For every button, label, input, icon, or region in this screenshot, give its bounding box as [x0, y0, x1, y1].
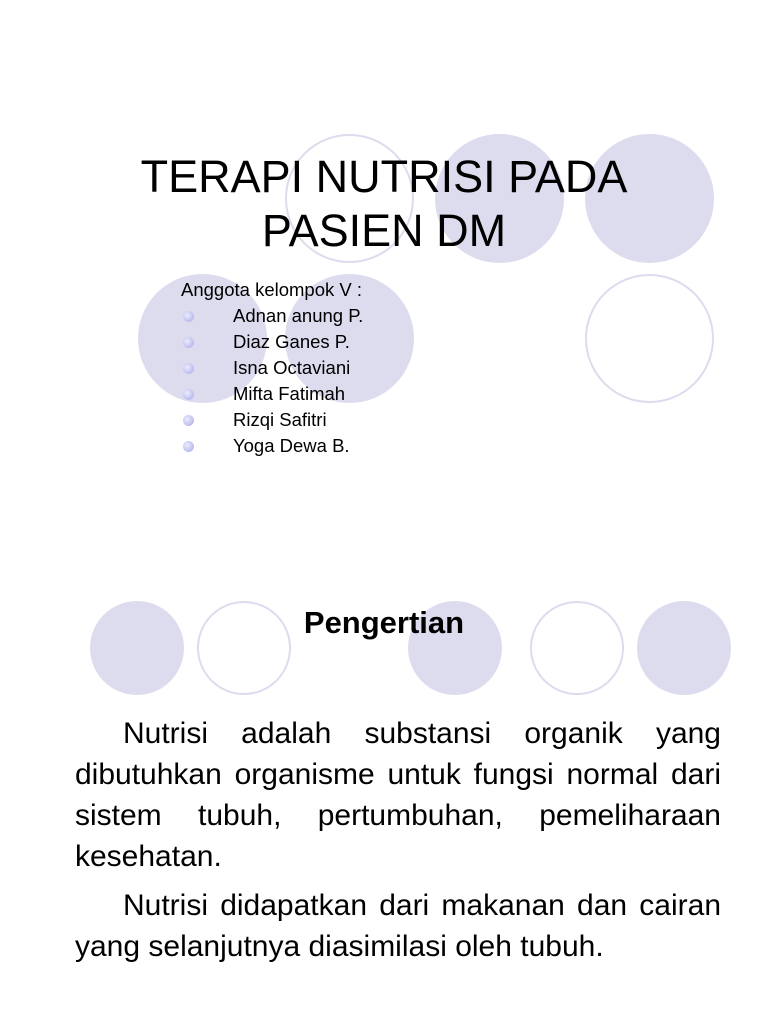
group-members: [181, 277, 363, 459]
group-label: Anggota kelompok V :: [181, 279, 362, 300]
bullet-icon: [183, 311, 194, 322]
member-name: Rizqi Safitri: [233, 409, 327, 430]
slide-title-text: TERAPI NUTRISI PADA PASIEN DM: [140, 151, 628, 256]
member-list-item: [181, 303, 363, 329]
paragraph: Nutrisi didapatkan dari makanan dan cairan yang selanjutnya diasimilasi oleh tubuh.: [75, 889, 721, 963]
decorative-circle-outline: [585, 274, 714, 403]
member-name: Isna Octaviani: [233, 357, 351, 378]
paragraph: Nutrisi adalah substansi organik yang dibutuhkan organisme untuk fungsi normal dari sistem tubuh, pertumbuhan, pemeliharaan kesehatan.: [75, 717, 721, 873]
member-name: Yoga Dewa B.: [233, 435, 350, 456]
member-name: Diaz Ganes P.: [233, 331, 350, 352]
slide-definition: [0, 520, 768, 1024]
slide-body: [75, 713, 721, 975]
member-list-item: [181, 329, 363, 355]
bullet-icon: [183, 337, 194, 348]
member-list-item: [181, 433, 363, 459]
member-name: Mifta Fatimah: [233, 383, 346, 404]
member-list: [181, 303, 363, 459]
bullet-icon: [183, 441, 194, 452]
member-list-item: [181, 407, 363, 433]
member-list-item: [181, 381, 363, 407]
member-list-item: [181, 355, 363, 381]
bullet-icon: [183, 363, 194, 374]
member-name: Adnan anung P.: [233, 305, 364, 326]
slide-heading: Pengertian: [303, 605, 465, 640]
bullet-icon: [183, 415, 194, 426]
bullet-icon: [183, 389, 194, 400]
